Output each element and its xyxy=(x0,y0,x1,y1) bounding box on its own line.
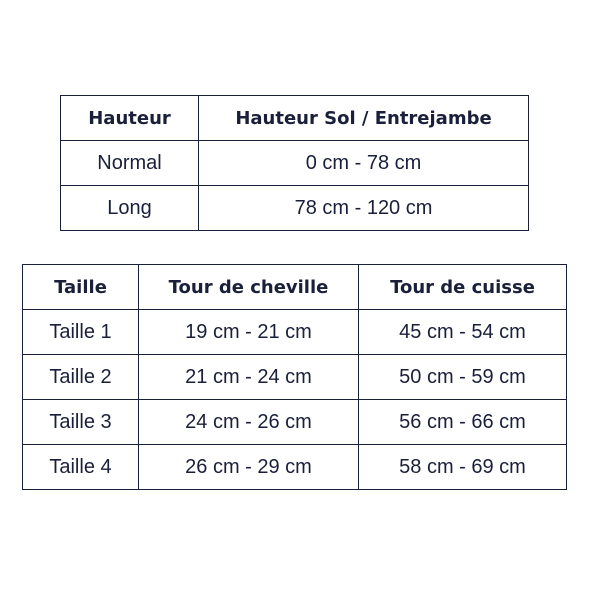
cell-size-label: Taille 1 xyxy=(23,310,139,355)
table-row xyxy=(23,445,567,490)
cell-size-label: Taille 2 xyxy=(23,355,139,400)
cell-ankle: 24 cm - 26 cm xyxy=(139,400,359,445)
column-header-hauteur-sol: Hauteur Sol / Entrejambe xyxy=(199,96,529,141)
cell-ankle: 21 cm - 24 cm xyxy=(139,355,359,400)
cell-thigh: 50 cm - 59 cm xyxy=(359,355,567,400)
table-row xyxy=(23,310,567,355)
table-row xyxy=(61,186,529,231)
column-header-tour-de-cuisse: Tour de cuisse xyxy=(359,265,567,310)
cell-thigh: 56 cm - 66 cm xyxy=(359,400,567,445)
table-row xyxy=(61,141,529,186)
table-row xyxy=(23,355,567,400)
cell-thigh: 45 cm - 54 cm xyxy=(359,310,567,355)
cell-ankle: 26 cm - 29 cm xyxy=(139,445,359,490)
column-header-hauteur: Hauteur xyxy=(61,96,199,141)
cell-height-range: 78 cm - 120 cm xyxy=(199,186,529,231)
cell-height-label: Normal xyxy=(61,141,199,186)
size-table xyxy=(22,264,567,490)
table-header-row xyxy=(23,265,567,310)
cell-height-label: Long xyxy=(61,186,199,231)
cell-ankle: 19 cm - 21 cm xyxy=(139,310,359,355)
column-header-tour-de-cheville: Tour de cheville xyxy=(139,265,359,310)
cell-size-label: Taille 3 xyxy=(23,400,139,445)
cell-thigh: 58 cm - 69 cm xyxy=(359,445,567,490)
table-row xyxy=(23,400,567,445)
height-table xyxy=(60,95,529,231)
table-header-row xyxy=(61,96,529,141)
column-header-taille: Taille xyxy=(23,265,139,310)
cell-size-label: Taille 4 xyxy=(23,445,139,490)
cell-height-range: 0 cm - 78 cm xyxy=(199,141,529,186)
